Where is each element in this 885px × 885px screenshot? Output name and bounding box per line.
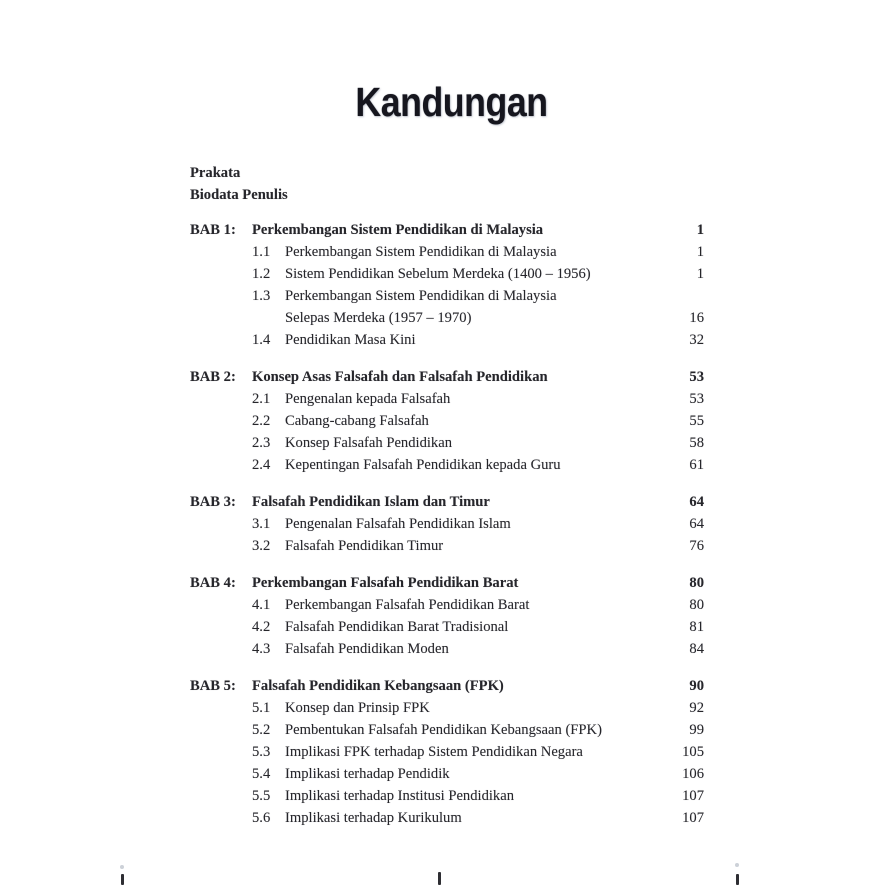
chapter-label: BAB 1: <box>190 222 236 238</box>
item-number: 5.2 <box>252 722 271 738</box>
toc-item-row <box>190 454 704 476</box>
toc-item-row <box>190 807 704 829</box>
toc-item-row <box>190 410 704 432</box>
toc-item-continuation-row <box>190 307 704 329</box>
page-edge-mark-left <box>121 874 124 885</box>
item-title: Perkembangan Sistem Pendidikan di Malaysia <box>285 244 557 260</box>
chapter-header-row <box>190 675 704 697</box>
toc-item-row <box>190 432 704 454</box>
item-page-number: 64 <box>689 516 704 532</box>
item-title: Pembentukan Falsafah Pendidikan Kebangsaan (FPK) <box>285 722 602 738</box>
front-matter-item <box>190 162 704 184</box>
item-number: 1.3 <box>252 288 271 304</box>
item-title: Konsep Falsafah Pendidikan <box>285 435 452 451</box>
chapter-page-number: 1 <box>696 222 704 238</box>
item-title: Pendidikan Masa Kini <box>285 332 416 348</box>
toc-item-row <box>190 329 704 351</box>
page-title-text: Kandungan <box>354 79 548 125</box>
toc-item-row <box>190 285 704 307</box>
front-matter-label: Biodata Penulis <box>190 187 288 203</box>
item-title: Pengenalan kepada Falsafah <box>285 391 451 407</box>
item-page-number: 16 <box>689 310 704 326</box>
front-matter <box>190 162 704 206</box>
chapter-title: Perkembangan Falsafah Pendidikan Barat <box>252 575 519 591</box>
item-page-number: 1 <box>696 244 704 260</box>
item-number: 2.3 <box>252 435 271 451</box>
chapter-header-row <box>190 366 704 388</box>
table-of-contents <box>190 162 704 844</box>
chapter-label: BAB 3: <box>190 494 236 510</box>
item-page-number: 53 <box>689 391 704 407</box>
item-number: 5.5 <box>252 788 271 804</box>
toc-item-row <box>190 638 704 660</box>
item-title: Pengenalan Falsafah Pendidikan Islam <box>285 516 511 532</box>
item-title-line2: Selepas Merdeka (1957 – 1970) <box>285 310 472 326</box>
chapter-page-number: 53 <box>689 369 704 385</box>
toc-item-row <box>190 697 704 719</box>
toc-item-row <box>190 719 704 741</box>
toc-item-row <box>190 535 704 557</box>
item-page-number: 58 <box>689 435 704 451</box>
item-number: 1.2 <box>252 266 271 282</box>
item-number: 2.2 <box>252 413 271 429</box>
item-title: Konsep dan Prinsip FPK <box>285 700 430 716</box>
chapter-page-number: 64 <box>689 494 704 510</box>
item-page-number: 99 <box>689 722 704 738</box>
toc-item-row <box>190 763 704 785</box>
item-number: 4.3 <box>252 641 271 657</box>
item-number: 5.1 <box>252 700 271 716</box>
toc-item-row <box>190 594 704 616</box>
chapter-block <box>190 572 704 660</box>
page-title <box>0 80 885 124</box>
item-title: Implikasi FPK terhadap Sistem Pendidikan Negara <box>285 744 583 760</box>
item-number: 5.4 <box>252 766 271 782</box>
page-edge-mark-center <box>438 872 441 885</box>
chapter-label: BAB 4: <box>190 575 236 591</box>
chapter-block <box>190 675 704 829</box>
item-title: Perkembangan Sistem Pendidikan di Malaysia <box>285 288 557 304</box>
toc-item-row <box>190 263 704 285</box>
item-page-number: 55 <box>689 413 704 429</box>
chapter-list <box>190 219 704 829</box>
chapter-title: Konsep Asas Falsafah dan Falsafah Pendidikan <box>252 369 548 385</box>
toc-item-row <box>190 388 704 410</box>
chapter-header-row <box>190 572 704 594</box>
item-page-number: 76 <box>689 538 704 554</box>
item-page-number: 32 <box>689 332 704 348</box>
item-title: Falsafah Pendidikan Timur <box>285 538 444 554</box>
item-number: 2.4 <box>252 457 271 473</box>
scan-speck <box>120 865 124 869</box>
item-title: Falsafah Pendidikan Barat Tradisional <box>285 619 509 635</box>
toc-item-row <box>190 616 704 638</box>
item-title: Cabang-cabang Falsafah <box>285 413 429 429</box>
item-title: Sistem Pendidikan Sebelum Merdeka (1400 – 1956) <box>285 266 591 282</box>
chapter-block <box>190 219 704 351</box>
item-title: Implikasi terhadap Institusi Pendidikan <box>285 788 515 804</box>
item-page-number: 107 <box>682 810 704 826</box>
chapter-title: Falsafah Pendidikan Kebangsaan (FPK) <box>252 678 504 694</box>
chapter-page-number: 90 <box>689 678 704 694</box>
item-page-number: 1 <box>696 266 704 282</box>
item-number: 5.6 <box>252 810 271 826</box>
item-number: 4.1 <box>252 597 271 613</box>
front-matter-label: Prakata <box>190 165 241 181</box>
chapter-header-row <box>190 491 704 513</box>
item-number: 3.2 <box>252 538 271 554</box>
chapter-label: BAB 5: <box>190 678 236 694</box>
item-number: 1.4 <box>252 332 271 348</box>
toc-item-row <box>190 241 704 263</box>
item-page-number: 92 <box>689 700 704 716</box>
item-title: Perkembangan Falsafah Pendidikan Barat <box>285 597 530 613</box>
chapter-title: Falsafah Pendidikan Islam dan Timur <box>252 494 490 510</box>
chapter-header-row <box>190 219 704 241</box>
item-page-number: 106 <box>682 766 704 782</box>
chapter-block <box>190 491 704 557</box>
item-number: 1.1 <box>252 244 271 260</box>
item-title: Falsafah Pendidikan Moden <box>285 641 449 657</box>
item-number: 4.2 <box>252 619 271 635</box>
item-number: 2.1 <box>252 391 271 407</box>
item-number: 5.3 <box>252 744 271 760</box>
item-title: Implikasi terhadap Kurikulum <box>285 810 462 826</box>
item-page-number: 81 <box>689 619 704 635</box>
item-page-number: 84 <box>689 641 704 657</box>
chapter-block <box>190 366 704 476</box>
page-edge-mark-right <box>736 874 739 885</box>
toc-item-row <box>190 785 704 807</box>
item-number: 3.1 <box>252 516 271 532</box>
scan-speck <box>735 863 739 867</box>
chapter-title: Perkembangan Sistem Pendidikan di Malaysia <box>252 222 544 238</box>
item-page-number: 61 <box>689 457 704 473</box>
front-matter-item <box>190 184 704 206</box>
item-title: Kepentingan Falsafah Pendidikan kepada Guru <box>285 457 561 473</box>
toc-item-row <box>190 513 704 535</box>
chapter-page-number: 80 <box>689 575 704 591</box>
item-page-number: 107 <box>682 788 704 804</box>
toc-item-row <box>190 741 704 763</box>
chapter-label: BAB 2: <box>190 369 236 385</box>
item-title: Implikasi terhadap Pendidik <box>285 766 450 782</box>
item-page-number: 105 <box>682 744 704 760</box>
item-page-number: 80 <box>689 597 704 613</box>
